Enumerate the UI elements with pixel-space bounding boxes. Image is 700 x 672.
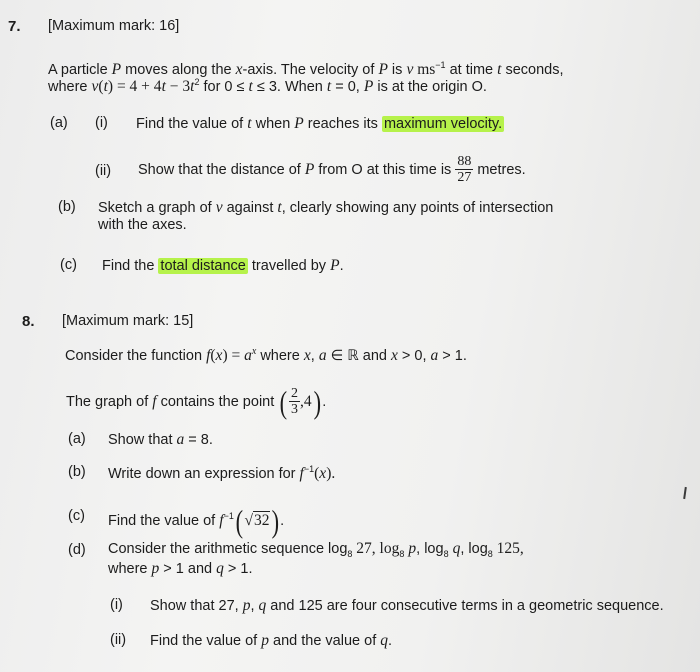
q8-part-a-label: (a): [68, 431, 86, 447]
q8-part-c-label: (c): [68, 508, 85, 524]
q8-part-d-line2: where p > 1 and q > 1.: [108, 560, 253, 577]
q8-part-b-label: (b): [68, 464, 86, 480]
q7-part-a-ii-text: Show that the distance of P from O at this time is $\frac{88}{27}$ metres.: [138, 154, 526, 186]
q7-part-b-line1: Sketch a graph of v against t, clearly showing any points of intersection: [98, 199, 554, 216]
question-8-number: 8.: [22, 313, 35, 330]
q8-part-b-text: Write down an expression for $f^{-1}(x)$.: [108, 464, 336, 482]
highlight-total-distance: total distance: [160, 258, 246, 274]
q8-part-d-line1: Consider the arithmetic sequence $\log_8 27$, $\log_8 p$, $\log_8 q$, $\log_8 125$,: [108, 540, 524, 559]
q8-part-d-ii-label: (ii): [110, 632, 127, 648]
q8-part-a-text: Show that a = 8.: [108, 431, 213, 448]
q8-part-d-i-label: (i): [110, 597, 123, 613]
question-7-marks: [Maximum mark: 16]: [48, 18, 180, 34]
question-8-marks: [Maximum mark: 15]: [62, 313, 194, 329]
highlight-maximum-velocity: maximum velocity.: [383, 116, 503, 132]
q7-part-a-i-text: Find the value of t when P reaches its maximum velocity.: [136, 115, 503, 132]
q8-part-c-text: Find the value of $f^{-1}$( √32) .: [108, 503, 285, 539]
question-7-stem-line1: A particle P moves along the x-axis. The velocity of P is v $ms^{-1}$ at time t seconds,: [48, 60, 564, 78]
q8-part-d-label: (d): [68, 542, 86, 558]
q7-part-b-label: (b): [58, 199, 76, 215]
q7-part-b-line2: with the axes.: [98, 217, 187, 233]
sqrt-32: 32: [254, 511, 270, 529]
q7-part-a-label: (a): [50, 115, 68, 131]
pen-mark: [683, 487, 687, 499]
question-8-graph-point: The graph of f contains the point ( $\frac{2}{3}$ ,4) .: [66, 384, 327, 421]
q7-part-c-text: Find the total distance travelled by P.: [102, 257, 344, 274]
q7-part-a-i-label: (i): [95, 115, 108, 131]
q8-part-d-ii-text: Find the value of p and the value of q.: [150, 632, 393, 649]
q7-part-c-label: (c): [60, 257, 77, 273]
fraction-88-27: $\frac{88}{27}$: [457, 154, 472, 186]
fraction-2-3: $\frac{2}{3}$: [290, 386, 298, 418]
question-7-number: 7.: [8, 18, 21, 35]
q7-part-a-ii-label: (ii): [95, 163, 112, 179]
question-8-stem: Consider the function $f(x) = a^x$ where x, a ∈ ℝ and x > 0, a > 1.: [65, 346, 467, 364]
q8-part-d-i-text: Show that 27, p, q and 125 are four consecutive terms in a geometric sequence.: [150, 597, 664, 614]
question-7-stem-line2: where $v(t) = 4 + 4t - 3t^2$ for 0 ≤ t ≤ 3. When t = 0, P is at the origin O.: [48, 77, 487, 95]
